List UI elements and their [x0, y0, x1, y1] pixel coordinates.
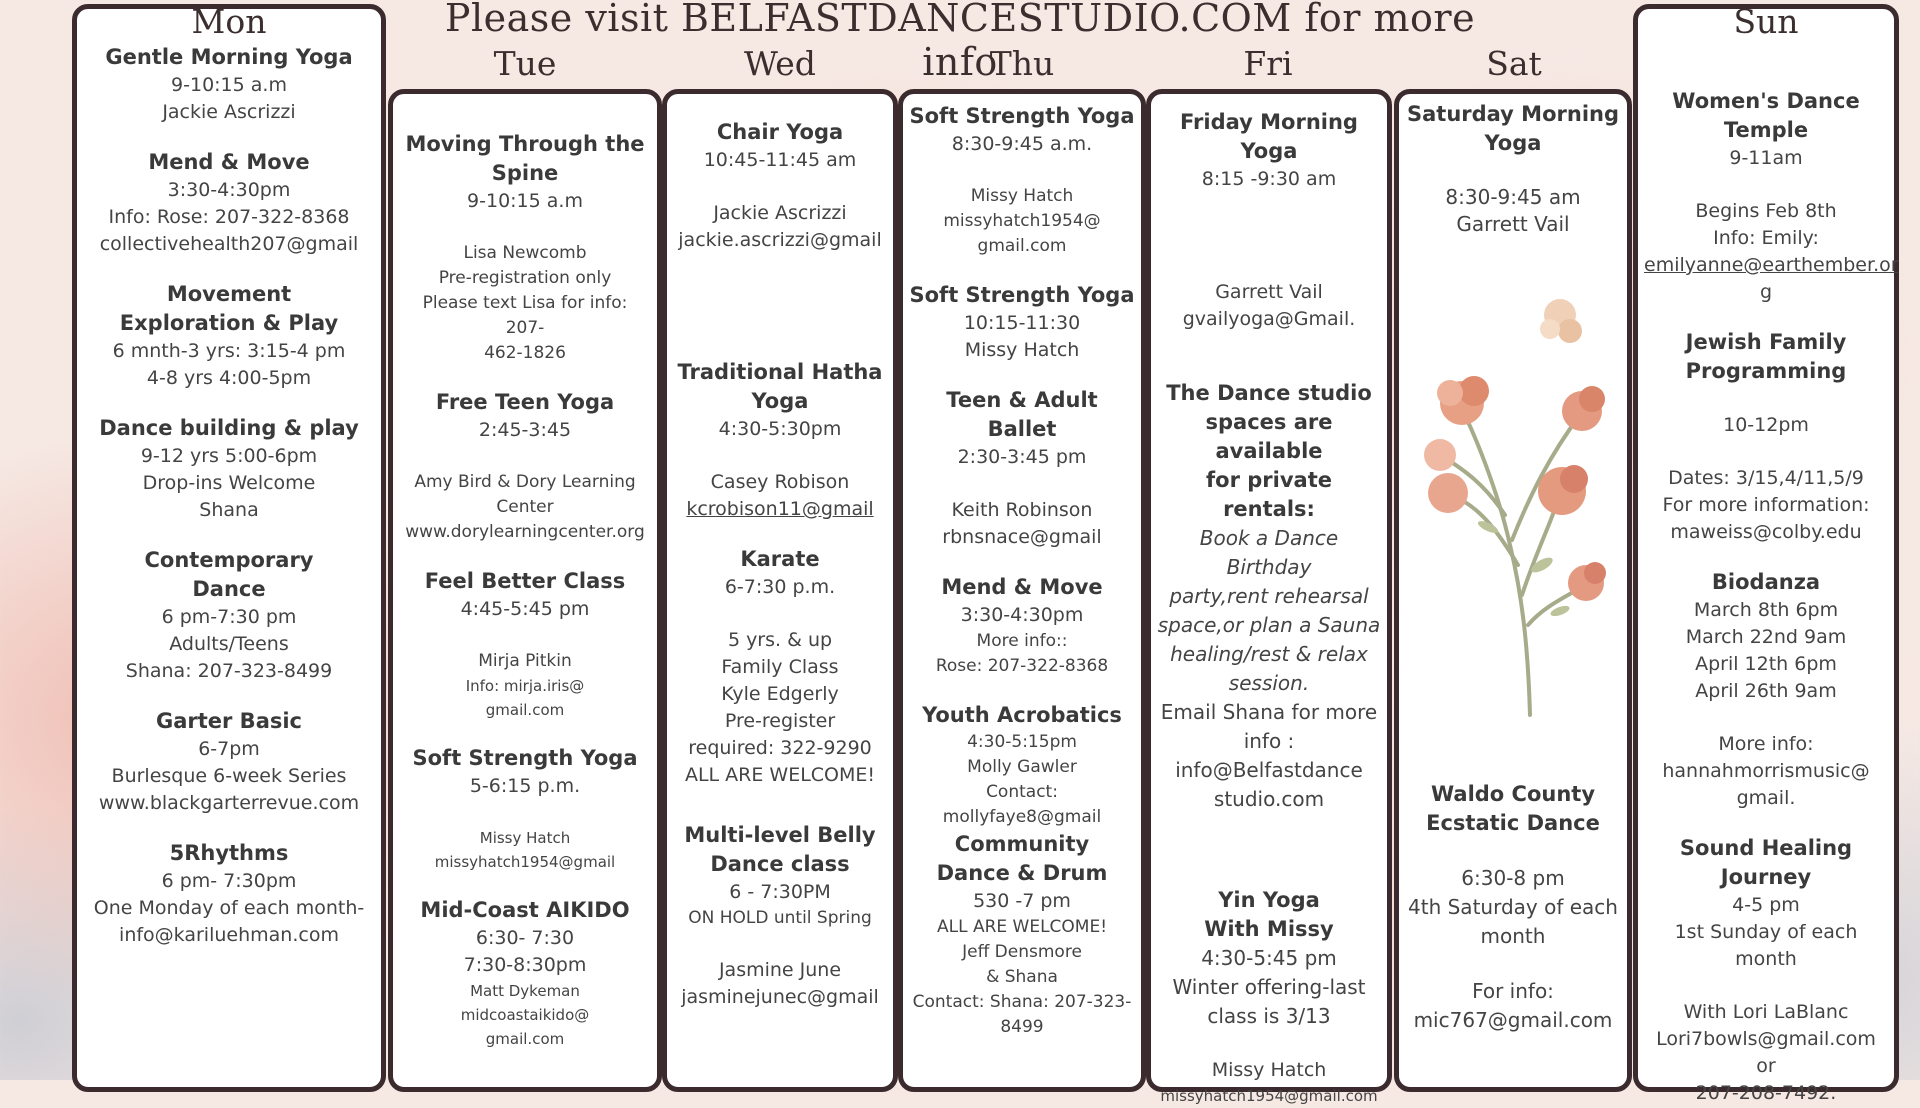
- event-instructor: Shana: [199, 499, 259, 521]
- event-instructor: Garrett Vail: [1456, 212, 1570, 236]
- event-biodanza: [1644, 568, 1888, 812]
- event-note: Begins Feb 8th: [1695, 200, 1837, 222]
- event-title-line2: Exploration & Play: [119, 311, 339, 335]
- event-contact: collectivehealth207@gmail: [99, 233, 359, 255]
- event-title-line1: Moving Through the: [405, 132, 645, 156]
- event-title: Soft Strength Yoga: [909, 104, 1135, 128]
- event-feel-better-class: [401, 567, 649, 722]
- event-instructor: Missy Hatch: [1211, 1059, 1327, 1081]
- event-time: 3:30-4:30pm: [960, 604, 1084, 626]
- event-time: 10:45-11:45 am: [703, 149, 857, 171]
- event-description: healing/rest & relax: [1170, 642, 1368, 666]
- event-instructor: Mirja Pitkin: [478, 651, 572, 671]
- event-title: Gentle Morning Yoga: [105, 45, 353, 69]
- column-sunday: [1633, 2, 1899, 1104]
- event-note: Contact:: [986, 782, 1058, 802]
- event-description: party,rent rehearsal: [1169, 584, 1369, 608]
- event-title-line1: Traditional Hatha: [677, 360, 883, 384]
- event-note: One Monday of each month-: [93, 897, 365, 919]
- event-title: Chair Yoga: [716, 120, 844, 144]
- event-note: More info:: [1718, 733, 1814, 755]
- event-note: Pre-register: [724, 710, 836, 732]
- event-instructor: Jackie Ascrizzi: [162, 101, 296, 123]
- event-title-line2: Spine: [491, 161, 559, 185]
- event-note: ALL ARE WELCOME!: [936, 917, 1108, 937]
- event-soft-strength-yoga: [401, 744, 649, 874]
- event-contact: rbnsnace@gmail: [942, 526, 1102, 548]
- event-note: ON HOLD until Spring: [688, 908, 872, 928]
- event-info: Info: Rose: 207-322-8368: [108, 206, 350, 228]
- event-friday-morning-yoga: [1157, 108, 1381, 333]
- event-instructor: Molly Gawler: [967, 757, 1077, 777]
- event-note: For more information:: [1662, 494, 1870, 516]
- event-time: 8:15 -9:30 am: [1201, 168, 1337, 190]
- event-time: 6 - 7:30PM: [729, 881, 831, 903]
- event-title-line2: Dance & Drum: [936, 861, 1108, 885]
- event-womens-dance-temple: [1644, 87, 1899, 306]
- event-title: Teen & Adult Ballet: [946, 388, 1098, 441]
- event-instructor: Kyle Edgerly: [721, 683, 839, 705]
- event-time: 2:45-3:45: [478, 419, 572, 441]
- event-title: Dance building & play: [99, 416, 359, 440]
- event-title-line1: Waldo County: [1430, 782, 1596, 806]
- event-title: Free Teen Yoga: [435, 390, 615, 414]
- event-note: Email Shana for more: [1160, 700, 1378, 724]
- event-note: Pre-registration only: [438, 268, 612, 288]
- event-contact: Shana: 207-323-8499: [125, 660, 333, 682]
- column-wednesday: [662, 89, 898, 1092]
- event-title-line1: Movement: [166, 282, 292, 306]
- event-instructor: Missy Hatch: [970, 186, 1074, 206]
- event-instructor: Jackie Ascrizzi: [713, 202, 847, 224]
- event-title-line1: Multi-level Belly: [684, 823, 876, 847]
- event-contact: g: [1759, 281, 1773, 303]
- event-private-rentals: [1157, 379, 1381, 814]
- event-note: Info: Emily:: [1713, 227, 1819, 249]
- event-date: April 12th 6pm: [1695, 653, 1837, 675]
- event-date: March 22nd 9am: [1685, 626, 1847, 648]
- day-label-mon: Mon: [191, 2, 267, 41]
- event-title-line2: Programming: [1685, 359, 1847, 383]
- event-time: 9-10:15 a.m: [467, 190, 583, 212]
- event-title-line1: Saturday Morning: [1406, 102, 1619, 126]
- event-traditional-hatha-yoga: [673, 358, 887, 523]
- event-contact: jasminejunec@gmail: [681, 986, 879, 1008]
- event-time: 6-7pm: [198, 738, 260, 760]
- event-jewish-family-programming: [1644, 328, 1888, 546]
- event-website: www.blackgarterrevue.com: [98, 792, 360, 814]
- event-title-line1: Contemporary: [144, 548, 314, 572]
- event-contact: 8499: [1000, 1017, 1044, 1037]
- event-note: Winter offering-last: [1172, 975, 1366, 999]
- event-instructor: & Shana: [986, 967, 1058, 987]
- event-phone: 207-208-7492.: [1695, 1082, 1837, 1104]
- event-contact: Lori7bowls@gmail.com or: [1656, 1028, 1876, 1077]
- event-note: info :: [1243, 729, 1295, 753]
- event-title: Mend & Move: [941, 575, 1103, 599]
- event-description: session.: [1228, 671, 1310, 695]
- event-title-line2: Dance: [192, 577, 266, 601]
- event-contact: Contact: Shana: 207-323-: [912, 992, 1132, 1012]
- event-website: www.dorylearningcenter.org: [405, 522, 645, 542]
- event-title-line2: Yoga: [751, 389, 809, 413]
- event-title-line2: Dance class: [710, 852, 850, 876]
- event-time: 9-11am: [1729, 147, 1803, 169]
- event-instructor: Missy Hatch: [964, 339, 1080, 361]
- event-phone: 462-1826: [484, 343, 566, 363]
- event-time: 6 mnth-3 yrs: 3:15-4 pm: [112, 340, 346, 362]
- event-instructor: With Lori LaBlanc: [1683, 1001, 1849, 1023]
- event-title: Soft Strength Yoga: [909, 283, 1135, 307]
- event-dates: Dates: 3/15,4/11,5/9: [1668, 467, 1864, 489]
- event-time: 4:30-5:45 pm: [1201, 946, 1337, 970]
- event-teen-adult-ballet: [909, 386, 1135, 551]
- event-audience: Adults/Teens: [169, 633, 289, 655]
- event-time: 8:30-9:45 am: [1445, 185, 1581, 209]
- event-contact: gmail.com: [485, 1030, 565, 1048]
- event-description: space,or plan a Sauna: [1157, 613, 1381, 637]
- event-time: 4-8 yrs 4:00-5pm: [146, 367, 312, 389]
- event-contact-link[interactable]: kcrobison11@gmail: [686, 498, 874, 520]
- event-date: March 8th 6pm: [1693, 599, 1839, 621]
- event-time: 3:30-4:30pm: [167, 179, 291, 201]
- event-title-line2: spaces are available: [1205, 410, 1333, 463]
- event-instructor: Matt Dykeman: [470, 982, 580, 1000]
- event-time: 10:15-11:30: [963, 312, 1081, 334]
- flower-illustration: [1410, 295, 1610, 725]
- event-time: 2:30-3:45 pm: [957, 446, 1087, 468]
- day-label-wed: Wed: [744, 44, 816, 83]
- event-time: 7:30-8:30pm: [463, 954, 587, 976]
- event-contact: Info: mirja.iris@: [465, 677, 585, 695]
- event-mid-coast-aikido: [401, 896, 649, 1051]
- event-title: Friday Morning Yoga: [1180, 110, 1358, 163]
- event-title-line2: Yoga: [1484, 131, 1542, 155]
- event-instructor: Missy Hatch: [479, 829, 571, 847]
- event-note: 4th Saturday of each: [1408, 895, 1618, 919]
- event-title: Soft Strength Yoga: [412, 746, 638, 770]
- event-instructor: Center: [496, 497, 554, 517]
- event-contact: midcoastaikido@: [460, 1006, 590, 1024]
- event-title-line3: for private rentals:: [1206, 468, 1332, 521]
- event-time: 530 -7 pm: [973, 890, 1071, 912]
- event-title: Mid-Coast AIKIDO: [420, 898, 630, 922]
- event-title-line1: Jewish Family: [1685, 330, 1847, 354]
- event-instructor: Garrett Vail: [1215, 281, 1323, 303]
- event-note: Burlesque 6-week Series: [111, 765, 347, 787]
- event-garter-basic: [85, 707, 373, 817]
- event-karate: [673, 545, 887, 789]
- event-note: Family Class: [721, 656, 839, 678]
- day-label-fri: Fri: [1243, 44, 1293, 83]
- event-contact: missyhatch1954@: [943, 211, 1101, 231]
- event-contact-link[interactable]: emilyanne@earthember.or: [1644, 254, 1899, 276]
- event-movement-exploration: [85, 280, 373, 392]
- event-soft-strength-yoga-am: [909, 102, 1135, 259]
- event-note: 5 yrs. & up: [727, 629, 833, 651]
- column-tuesday: [388, 89, 662, 1092]
- column-friday: [1146, 89, 1392, 1105]
- event-instructor: Amy Bird & Dory Learning: [414, 472, 636, 492]
- event-contact: gmail.: [1736, 787, 1796, 809]
- event-contact: missyhatch1954@gmail: [434, 853, 616, 871]
- event-contact: info@Belfastdance: [1175, 758, 1363, 782]
- event-contact: mollyfaye8@gmail: [942, 807, 1102, 827]
- event-title-line1: Community: [954, 832, 1090, 856]
- event-note: For info:: [1472, 979, 1554, 1003]
- event-time: 5-6:15 p.m.: [469, 775, 581, 797]
- event-time: 6 pm-7:30 pm: [161, 606, 297, 628]
- event-contact: missyhatch1954@gmail.com: [1160, 1087, 1378, 1105]
- event-time: 8:30-9:45 a.m.: [951, 133, 1093, 155]
- event-gentle-morning-yoga: [85, 43, 373, 126]
- event-contact: gmail.com: [977, 236, 1067, 256]
- event-description: Book a Dance Birthday: [1199, 526, 1339, 579]
- event-time: 4:30-5:30pm: [718, 418, 842, 440]
- event-title-line1: The Dance studio: [1166, 381, 1372, 405]
- event-time: 4:45-5:45 pm: [460, 598, 590, 620]
- event-title: Sound Healing Journey: [1679, 836, 1853, 889]
- event-title-line2: With Missy: [1204, 917, 1334, 941]
- event-title: Mend & Move: [148, 150, 310, 174]
- event-time: 9-12 yrs 5:00-6pm: [140, 445, 318, 467]
- event-time: 10-12pm: [1723, 414, 1809, 436]
- event-title: 5Rhythms: [169, 841, 289, 865]
- event-contact: gvailyoga@Gmail.: [1182, 308, 1356, 330]
- event-note: More info::: [976, 631, 1068, 651]
- event-instructor: Lisa Newcomb: [463, 243, 587, 263]
- event-note: ALL ARE WELCOME!: [684, 764, 876, 786]
- day-label-tue: Tue: [493, 44, 557, 83]
- event-contact: mic767@gmail.com: [1413, 1008, 1613, 1032]
- column-monday: [72, 4, 386, 1092]
- event-contact: jackie.ascrizzi@gmail: [678, 229, 882, 251]
- event-time: 6:30-8 pm: [1461, 866, 1565, 890]
- column-thursday: [898, 89, 1146, 1092]
- event-contemporary-dance: [85, 546, 373, 685]
- day-label-thu: Thu: [989, 44, 1055, 83]
- event-note: 1st Sunday of each month: [1674, 921, 1858, 970]
- event-yin-yoga: [1157, 886, 1381, 1108]
- event-5rhythms: [85, 839, 373, 949]
- event-title: Karate: [740, 547, 820, 571]
- event-note: Please text Lisa for info: 207-: [422, 293, 628, 338]
- event-title: Biodanza: [1711, 570, 1821, 594]
- event-moving-through-spine: [401, 130, 649, 366]
- event-chair-yoga: [673, 118, 887, 254]
- event-time: 6 pm- 7:30pm: [161, 870, 297, 892]
- event-instructor: Keith Robinson: [951, 499, 1093, 521]
- event-title-line1: Yin Yoga: [1218, 888, 1320, 912]
- event-youth-acrobatics: [909, 701, 1135, 830]
- event-instructor: Jasmine June: [718, 959, 842, 981]
- event-instructor: Casey Robison: [710, 471, 850, 493]
- event-waldo-county-ecstatic-dance: [1405, 780, 1621, 1035]
- event-title: Women's Dance Temple: [1672, 89, 1860, 142]
- event-mend-and-move: [85, 148, 373, 258]
- banner-title: Please visit BELFASTDANCESTUDIO.COM for more info: [444, 0, 1476, 84]
- event-title: Feel Better Class: [424, 569, 626, 593]
- event-note: month: [1480, 924, 1546, 948]
- event-phone: required: 322-9290: [688, 737, 872, 759]
- event-contact: Rose: 207-322-8368: [935, 656, 1109, 676]
- event-note: Drop-ins Welcome: [142, 472, 316, 494]
- event-sound-healing-journey: [1644, 834, 1888, 1107]
- event-time: 4-5 pm: [1732, 894, 1800, 916]
- event-saturday-morning-yoga: [1405, 100, 1621, 238]
- event-contact: maweiss@colby.edu: [1670, 521, 1862, 543]
- event-contact: info@kariluehman.com: [119, 924, 339, 946]
- event-time: 9-10:15 a.m: [171, 74, 287, 96]
- event-title: Garter Basic: [155, 709, 303, 733]
- event-note: class is 3/13: [1207, 1004, 1331, 1028]
- event-community-dance-drum: [909, 830, 1135, 1040]
- day-label-sun: Sun: [1733, 2, 1799, 41]
- event-mend-and-move: [909, 573, 1135, 679]
- event-time: 4:30-5:15pm: [967, 732, 1077, 752]
- event-contact: hannahmorrismusic@: [1662, 760, 1870, 782]
- event-dance-building: [85, 414, 373, 524]
- day-label-sat: Sat: [1486, 44, 1542, 83]
- event-time: 6:30- 7:30: [475, 927, 575, 949]
- event-title: Youth Acrobatics: [922, 703, 1122, 727]
- event-contact: studio.com: [1213, 787, 1325, 811]
- event-multi-level-belly-dance: [673, 821, 887, 1011]
- event-instructor: Jeff Densmore: [962, 942, 1082, 962]
- event-contact: gmail.com: [485, 701, 565, 719]
- event-date: April 26th 9am: [1695, 680, 1837, 702]
- event-time: 6-7:30 p.m.: [724, 576, 836, 598]
- event-soft-strength-yoga-late: [909, 281, 1135, 364]
- event-title-line2: Ecstatic Dance: [1426, 811, 1600, 835]
- event-free-teen-yoga: [401, 388, 649, 545]
